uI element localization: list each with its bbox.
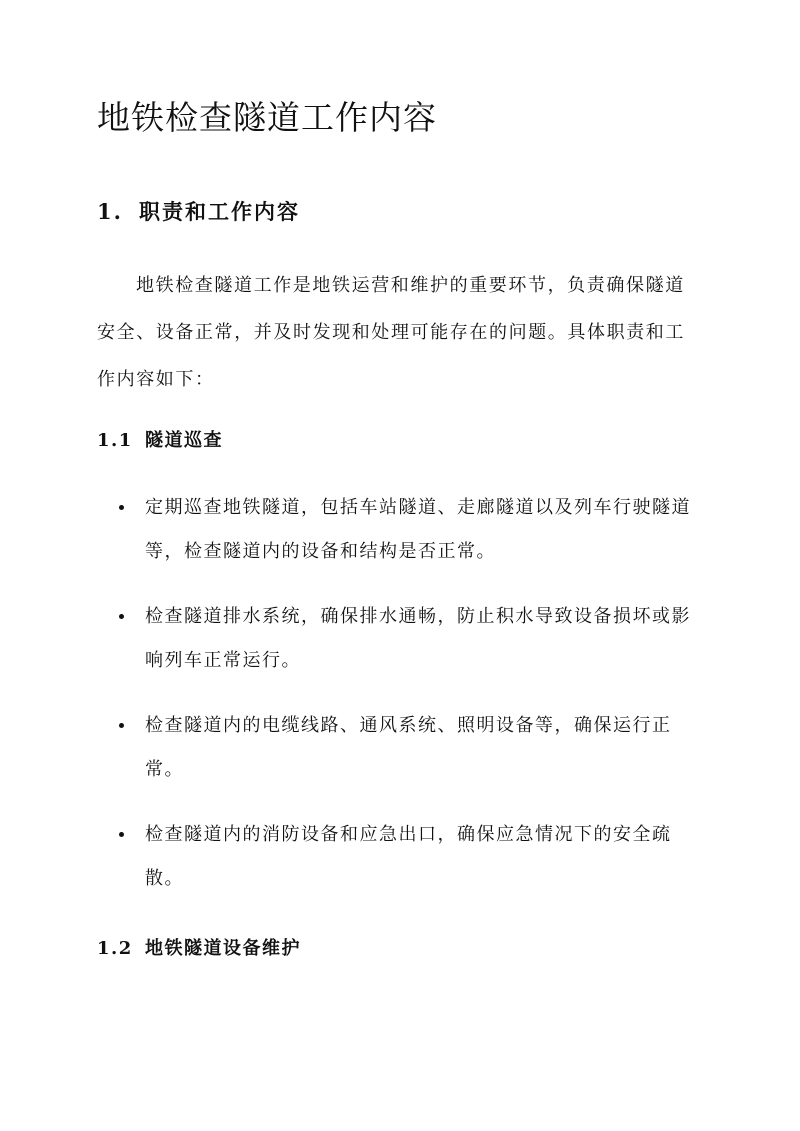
document-title: 地铁检查隧道工作内容: [97, 98, 437, 137]
subsection-title: 地铁隧道设备维护: [145, 938, 301, 959]
subsection-heading-inspection: [97, 426, 223, 456]
bullet-icon: [119, 614, 124, 619]
list-item-text: 定期巡查地铁隧道，包括车站隧道、走廊隧道以及列车行驶隧道等，检查隧道内的设备和结构是否正常。: [145, 497, 691, 562]
subsection-number: 1.1: [97, 430, 133, 451]
section-title: 职责和工作内容: [139, 199, 300, 224]
section-heading: [97, 196, 300, 228]
intro-paragraph: 地铁检查隧道工作是地铁运营和维护的重要环节，负责确保隧道安全、设备正常，并及时发现和处理可能存在的问题。具体职责和工作内容如下：: [97, 275, 685, 390]
list-item-text: 检查隧道排水系统，确保排水通畅，防止积水导致设备损坏或影响列车正常运行。: [145, 606, 691, 671]
list-item-text: 检查隧道内的消防设备和应急出口，确保应急情况下的安全疏散。: [145, 824, 672, 889]
bullet-icon: [119, 723, 124, 728]
list-item: [97, 595, 697, 683]
inspection-bullet-list: [97, 486, 697, 922]
subsection-title: 隧道巡查: [145, 430, 223, 451]
section-number: 1.: [97, 199, 123, 224]
list-item-text: 检查隧道内的电缆线路、通风系统、照明设备等，确保运行正常。: [145, 715, 672, 780]
subsection-heading-maintenance: [97, 934, 301, 964]
bullet-icon: [119, 832, 124, 837]
list-item: [97, 486, 697, 574]
subsection-number: 1.2: [97, 938, 133, 959]
list-item: [97, 813, 697, 901]
list-item: [97, 704, 697, 792]
bullet-icon: [119, 505, 124, 510]
